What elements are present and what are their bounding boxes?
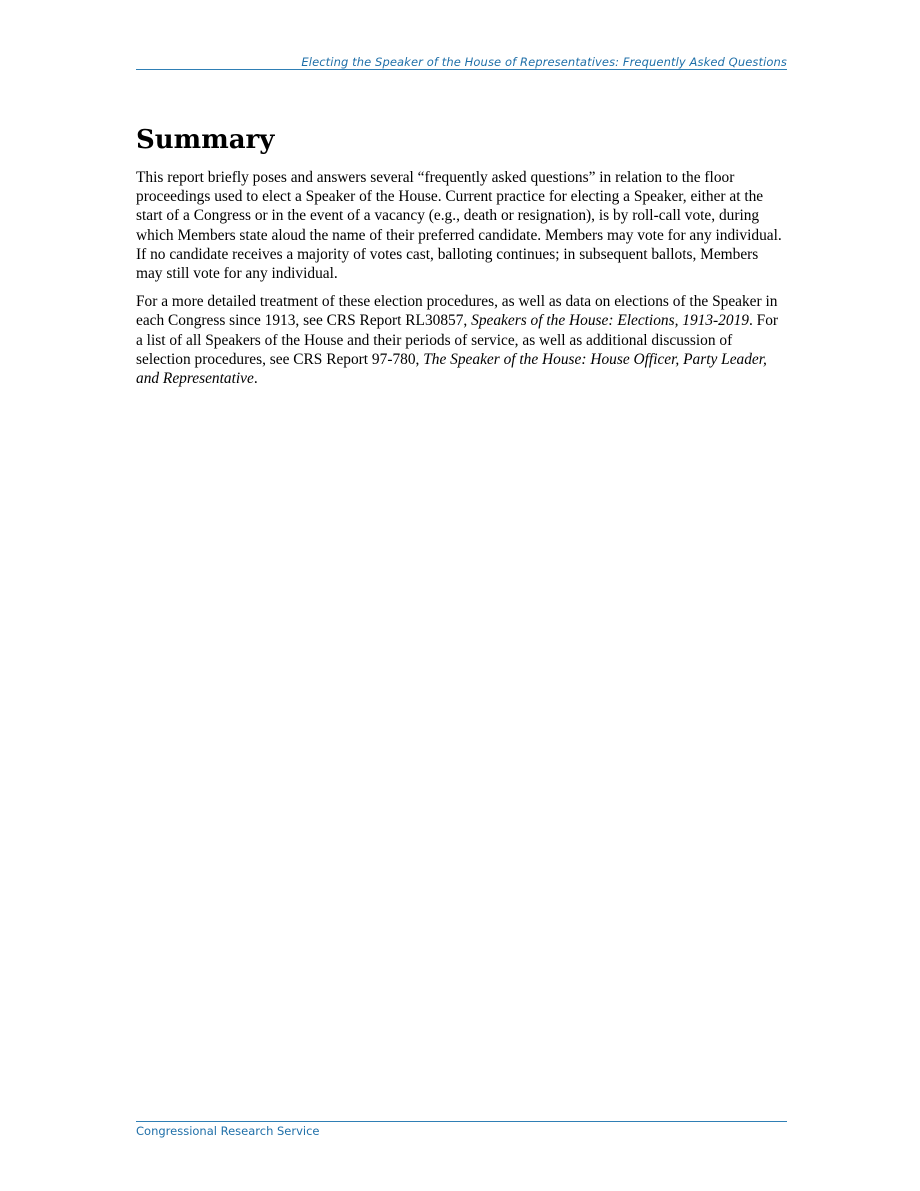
footer-rule [136,1121,787,1122]
report-title-97-780: The Speaker of the House: House Officer, Party Leader, and Representative [136,350,767,388]
summary-body [136,168,786,397]
running-header: Electing the Speaker of the House of Representatives: Frequently Asked Questions [301,55,787,69]
paragraph-2 [136,292,786,388]
header-rule [136,69,787,70]
section-heading: Summary [136,125,275,155]
running-footer: Congressional Research Service [136,1124,320,1138]
paragraph-1 [136,168,786,283]
paragraph-2-text-3: . [253,370,258,388]
paragraph-2-text-1: For a more detailed treatment of these election procedures, as well as data on elections of the Speaker in each Congress since 1913, see CRS Report RL30857, [136,293,778,330]
paragraph-1-text: This report briefly poses and answers several “frequently asked questions” in relation to the floor proceedings used to elect a Speaker of the House. Current practice for electing a Speaker, either at the start of a Congress or in the event of a vacancy (e.g., death or resignation), is by roll-call vote, during which Members state aloud the name of their preferred candidate. Members may vote for any individual. If no candidate receives a majority of votes cast, balloting continues; in subsequent ballots, Members may still vote for any individual. [136,169,782,283]
paragraph-2-text-2: . For a list of all Speakers of the House and their periods of service, as well as additional discussion of selection procedures, see CRS Report 97-780, [136,312,779,368]
report-title-rl30857: Speakers of the House: Elections, 1913-2019 [471,312,749,330]
